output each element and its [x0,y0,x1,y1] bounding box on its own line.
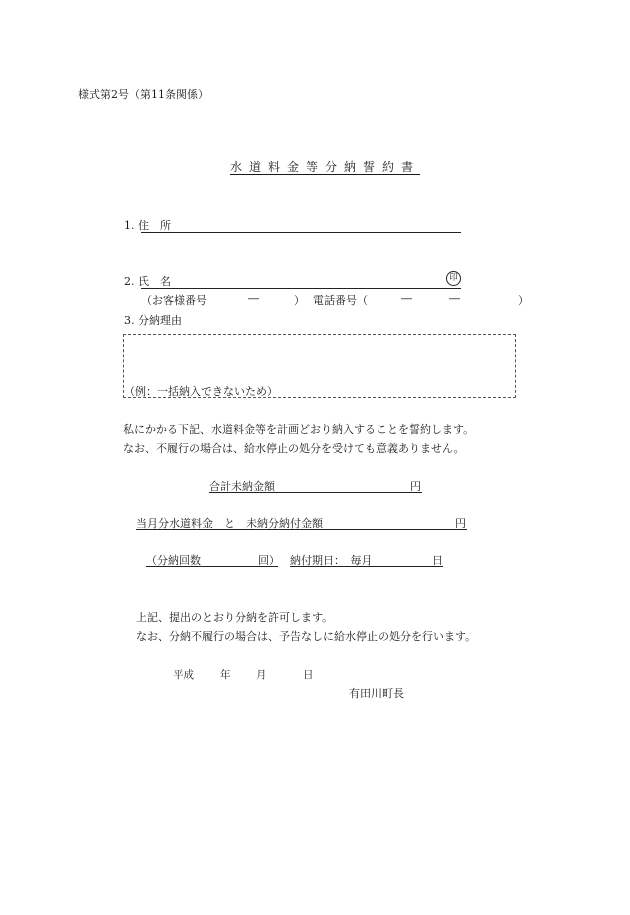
due-date-unit: 日 [432,554,443,567]
installments-line[interactable] [146,566,278,567]
approval-line-1: 上記、提出のとおり分納を許可します。 [136,611,334,624]
installments-unit: 回） [258,554,280,567]
phone-close: ） [518,294,529,307]
total-unpaid-unit: 円 [410,480,421,493]
customer-number-dash: ― [248,292,259,305]
installments-label: （分納回数 [146,554,201,567]
name-label: 2. 氏 名 [124,275,171,288]
form-number: 様式第2号（第11条関係） [78,88,209,101]
due-date-line[interactable] [290,566,443,567]
date-day: 日 [303,669,314,681]
phone-dash-2: ― [449,292,460,305]
customer-number-open: （お客様番号 [141,294,207,307]
date-era: 平成 [173,669,194,681]
monthly-amount-unit: 円 [455,517,466,530]
seal-mark: 印 [446,271,461,286]
date-month: 月 [256,669,267,681]
document-title: 水道料金等分納誓約書 [230,160,421,174]
date-year: 年 [220,669,231,681]
pledge-line-2: なお、不履行の場合は、給水停止の処分を受けても意義ありません。 [123,442,465,455]
reason-label: 3. 分納理由 [124,314,182,327]
customer-number-close: ） [294,294,305,307]
address-label: 1. 住 所 [124,219,171,232]
due-date-label: 納付期日： 毎月 [290,554,373,567]
approval-line-2: なお、分納不履行の場合は、予告なしに給水停止の処分を行います。 [136,630,477,643]
total-unpaid-label: 合計未納金額 [209,480,275,493]
address-line[interactable] [141,232,461,233]
pledge-line-1: 私にかかる下記、水道料金等を計画どおり納入することを誓約します。 [123,423,475,436]
monthly-amount-label: 当月分水道料金 と 未納分納付金額 [136,517,323,530]
name-line[interactable] [141,288,461,289]
phone-dash-1: ― [401,292,412,305]
reason-example: （例：一括納入できないため） [124,385,278,398]
total-unpaid-line[interactable] [209,492,422,493]
monthly-amount-line[interactable] [136,529,467,530]
phone-label: 電話番号（ [313,294,368,307]
signer-title: 有田川町長 [349,687,404,700]
